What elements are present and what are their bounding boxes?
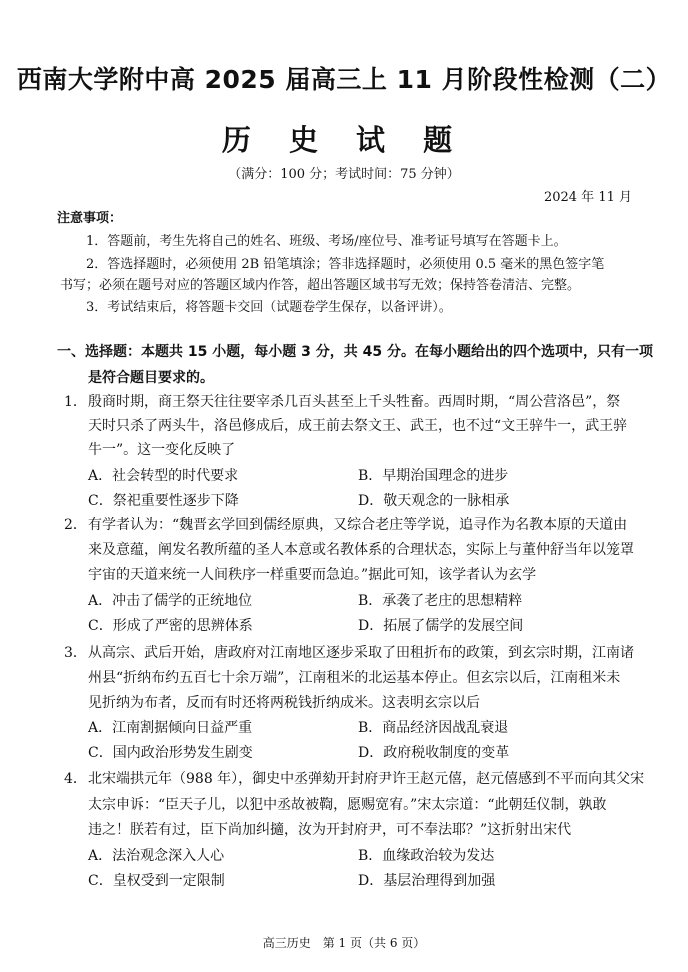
notice-item-3: 3．考试结束后，将答题卡交回（试题卷学生保存，以备评讲）。 <box>86 300 452 315</box>
question-text-line: 有学者认为：“魏晋玄学回到儒经原典，又综合老庄等学说，追寻作为名教本原的天道由 <box>88 517 628 533</box>
option-b: B．早期治国理念的进步 <box>358 468 509 484</box>
option-a: A．法治观念深入人心 <box>88 848 225 864</box>
option-c: C．皇权受到一定限制 <box>88 873 225 889</box>
question-number: 1． <box>64 394 87 410</box>
exam-title: 西南大学附中高 2025 届高三上 11 月阶段性检测（二） <box>16 65 672 94</box>
question-text-line: 牛一”。这一变化反映了 <box>88 442 236 458</box>
question-text-line: 太宗申诉：“臣天子儿，以犯中丞故被鞫，愿赐宽宥。”宋太宗道：“此朝廷仪制，孰敢 <box>88 797 607 813</box>
question-number: 4． <box>64 771 87 787</box>
exam-date: 2024 年 11 月 <box>543 190 632 205</box>
notice-item-2-cont: 书写；必须在题号对应的答题区域内作答，超出答题区域书写无效；保持答卷清洁、完整。 <box>60 278 581 293</box>
option-a: A．社会转型的时代要求 <box>88 468 239 484</box>
score-info: （满分：100 分；考试时间：75 分钟） <box>228 167 460 182</box>
page-footer: 高三历史 第 1 页（共 6 页） <box>262 936 426 950</box>
option-c: C．国内政治形势发生剧变 <box>88 745 253 761</box>
section-heading: 一、选择题：本题共 15 小题，每小题 3 分，共 45 分。在每小题给出的四个选项中，只有一项 <box>57 344 653 360</box>
question-text-line: 宇宙的天道来统一人间秩序一样重要而急迫。”据此可知，该学者认为玄学 <box>88 567 537 583</box>
option-d: D．基层治理得到加强 <box>358 873 496 889</box>
notice-item-1: 1．答题前，考生先将自己的姓名、班级、考场/座位号、准考证号填写在答题卡上。 <box>86 234 567 249</box>
notice-heading: 注意事项： <box>57 211 123 226</box>
question-number: 3． <box>64 645 87 661</box>
question-text-line: 州县“折纳布约五百七十余万端”，江南租米的北运基本停止。但玄宗以后，江南租米未 <box>88 670 621 686</box>
question-text-line: 殷商时期，商王祭天往往要宰杀几百头甚至上千头牲畜。西周时期，“周公营洛邑”，祭 <box>88 394 621 410</box>
option-d: D．政府税收制度的变革 <box>358 745 510 761</box>
section-heading-cont: 是符合题目要求的。 <box>88 370 214 386</box>
question-text-line: 从高宗、武后开始，唐政府对江南地区逐步采取了田租折布的政策，到玄宗时期，江南诸 <box>88 645 634 661</box>
option-d: D．拓展了儒学的发展空间 <box>358 618 524 634</box>
option-a: A．冲击了儒学的正统地位 <box>88 593 253 609</box>
question-text-line: 天时只杀了两头牛，洛邑修成后，成王前去祭文王、武王，也不过“文王骍牛一，武王骍 <box>88 418 628 434</box>
option-c: C．形成了严密的思辨体系 <box>88 618 253 634</box>
question-text-line: 北宋端拱元年（988 年），御史中丞弹劾开封府尹许王赵元僖，赵元僖感到不平而向其父宋 <box>88 771 645 787</box>
question-number: 2． <box>64 517 87 533</box>
notice-item-2: 2．答选择题时，必须使用 2B 铅笔填涂；答非选择题时，必须使用 0.5 毫米的黑色签字笔 <box>86 257 605 272</box>
option-c: C．祭祀重要性逐步下降 <box>88 493 239 509</box>
question-text-line: 违之！朕若有过，臣下尚加纠擿，汝为开封府尹，可不奉法耶？”这折射出宋代 <box>88 822 572 838</box>
question-text-line: 见折纳为布者，反而有时还将两税钱折纳成米。这表明玄宗以后 <box>88 695 480 711</box>
option-d: D．敬天观念的一脉相承 <box>358 493 510 509</box>
option-b: B．血缘政治较为发达 <box>358 848 495 864</box>
subject-title: 历 史 试 题 <box>221 123 467 157</box>
option-b: B．承袭了老庄的思想精粹 <box>358 593 523 609</box>
option-b: B．商品经济因战乱衰退 <box>358 720 509 736</box>
option-a: A．江南割据倾向日益严重 <box>88 720 253 736</box>
question-text-line: 来及意蕴，阐发名教所蕴的圣人本意或名教体系的合理状态，实际上与董仲舒当年以笼罩 <box>88 542 634 558</box>
